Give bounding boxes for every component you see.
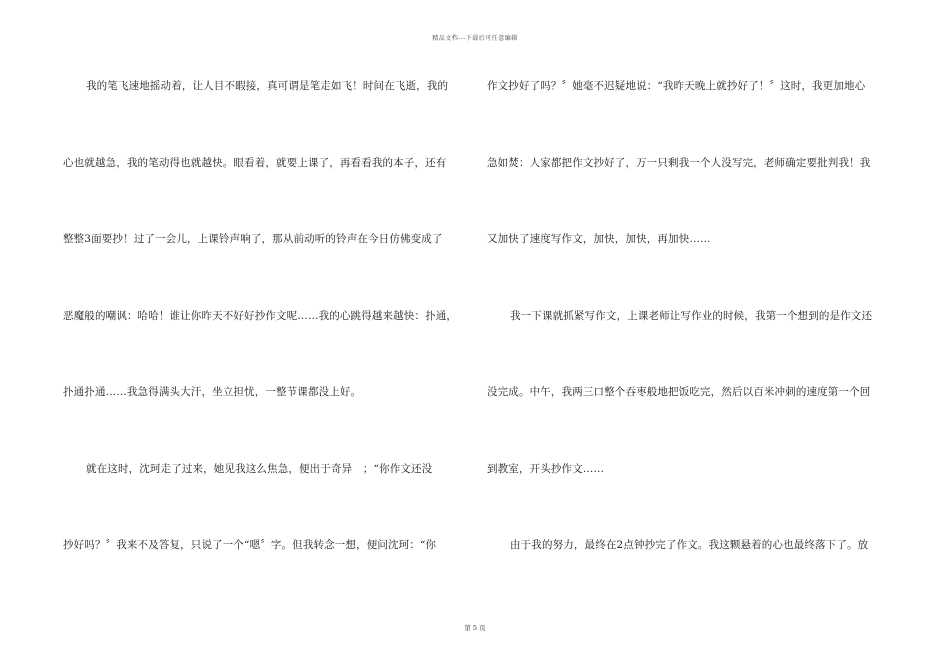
text-line: 就在这时，沈珂走了过来，她见我这么焦急，便出于奇异 ；“你作文还没 bbox=[86, 462, 433, 475]
text-line: 恶魔般的嘲讽：哈哈！谁让你昨天不好好抄作文呢……我的心跳得越来越快：扑通， bbox=[63, 309, 458, 322]
text-line: 到教室，开头抄作文…… bbox=[487, 462, 605, 475]
right-text-column bbox=[487, 76, 897, 612]
text-line: 抄好吗？〞我来不及答复，只说了一个“嗯〞字。但我转念一想，便问沈珂：“你 bbox=[63, 539, 437, 551]
text-line: 作文抄好了吗？〞她毫不迟疑地说：“我昨天晚上就抄好了！〞这时，我更加地心 bbox=[487, 80, 866, 92]
left-text-column bbox=[63, 76, 473, 612]
text-line: 由于我的努力，最终在2点钟抄完了作文。我这颗悬着的心也最终落下了。放 bbox=[510, 539, 869, 551]
text-line: 我一下课就抓紧写作文，上课老师让写作业的时候，我第一个想到的是作文还 bbox=[510, 309, 873, 322]
text-line: 心也就越急，我的笔动得也就越快。眼看着，就要上课了，再看看我的本子，还有 bbox=[63, 156, 447, 169]
text-line: 扑通扑通……我急得满头大汗，坐立担忧，一整节课都没上好。 bbox=[63, 386, 362, 398]
text-line: 又加快了速度写作文，加快，加快，再加快…… bbox=[487, 233, 711, 245]
text-line: 急如焚：人家都把作文抄好了，万一只剩我一个人没写完，老师确定要批判我！我 bbox=[487, 156, 871, 169]
page-header: 精品文档---下载后可任意编辑 bbox=[432, 35, 518, 42]
text-line: 没完成。中午，我两三口整个吞枣般地把饭吃完，然后以百米冲刺的速度第一个回 bbox=[487, 386, 871, 398]
text-line: 整整3面要抄！过了一会儿，上课铃声响了，那从前动听的铃声在今日仿佛变成了 bbox=[63, 233, 443, 245]
text-line: 我的笔飞速地摇动着，让人目不暇接，真可谓是笔走如飞！时间在飞逝，我的 bbox=[86, 80, 449, 92]
page-number: 第 5 页 bbox=[464, 624, 486, 632]
